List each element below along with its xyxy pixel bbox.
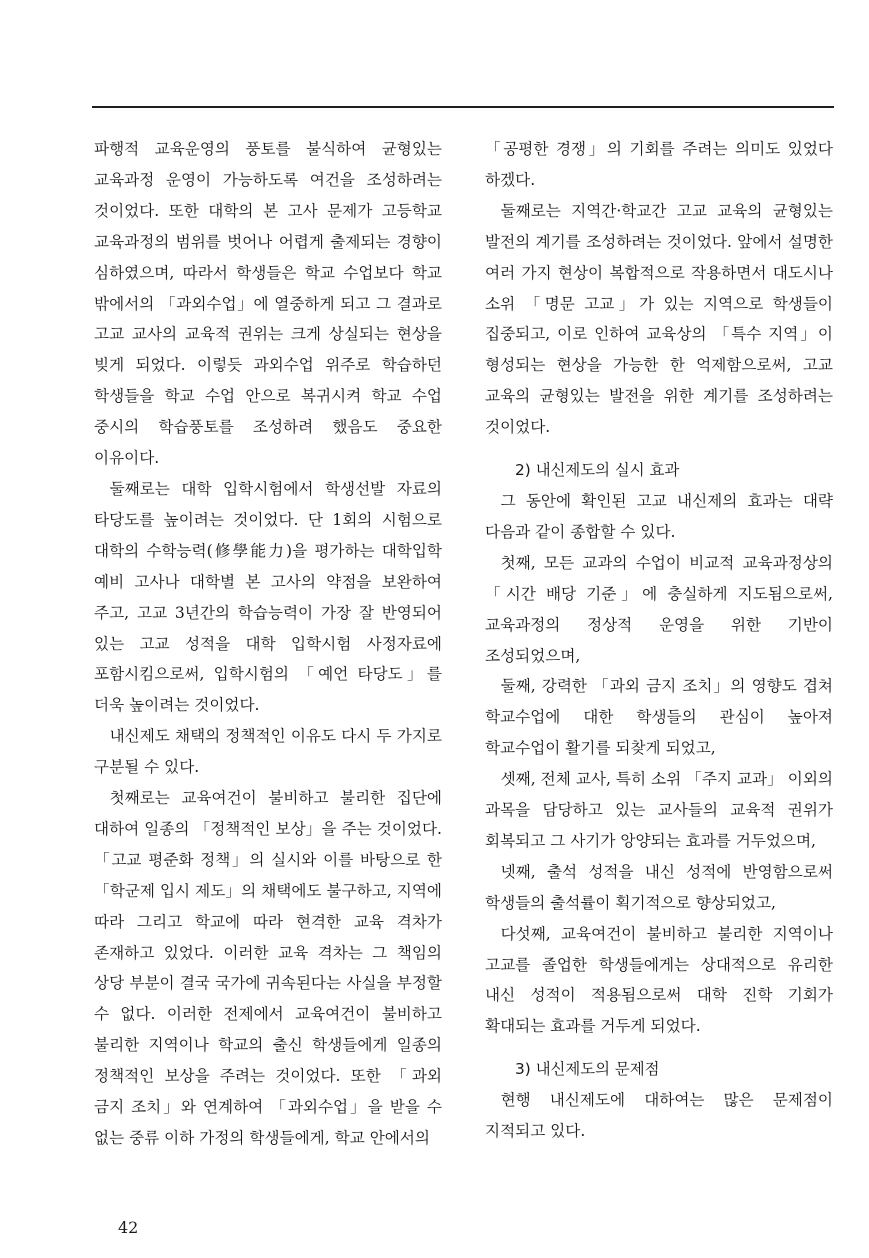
paragraph-text: 파행적 교육운영의 풍토를 불식하여 균형있는 교육과정 운영이 가능하도록 여건을 조성하려는 것이었다. 또한 대학의 본 고사 문제가 고등학교 교육과정의 범위를 벗어나 어렵게 출제되는 경향이 심하였으며, 따라서 학생들은 학교 수업보다 학교 밖에서의 「과외수업」에 열중하게 되고 그 결과로 고교 교사의 교육적 권위는 크게 상실되는 현상을 빚게 되었다. 이렇듯 과외수업 위주로 학습하던 학생들을 학교 수업 안으로 복귀시켜 학교 수업 중시의 학습풍토를 조성하려 했음도 중요한 이유이다. [94,140,442,468]
right-column [485,134,833,1147]
paragraph-text: 둘째로는 대학 입학시험에서 학생선발 자료의 타당도를 높이려는 것이었다. 단 1회의 시험으로 대학의 수학능력(修學能力)을 평가하는 대학입학 예비 고사나 대학별 본 고사의 약점을 보완하여 주고, 고교 3년간의 학습능력이 가장 잘 반영되어 있는 고교 성적을 대학 입학시험 사정자료에 포함시킴으로써, 입학시험의 「예언 타당도」를 더욱 높이려는 것이었다. [94,479,442,715]
paragraph-text: 둘째, 강력한 「과외 금지 조치」의 영향도 겹쳐 학교수업에 대한 학생들의 관심이 높아져 학교수업이 활기를 되찾게 되었고, [485,677,833,758]
section-heading: 3) 내신제도의 문제점 [515,1060,660,1079]
paragraph-text: 「공평한 경쟁」의 기회를 주려는 의미도 있었다 하겠다. [485,140,833,189]
section-heading: 2) 내신제도의 실시 효과 [515,461,680,480]
paragraph-text: 첫째로는 교육여건이 불비하고 불리한 집단에 대하여 일종의 「정책적인 보상」을 주는 것이었다. 「고교 평준화 정책」의 실시와 이를 바탕으로 한 「학군제 입시 제도」의 채택에도 불구하고, 지역에 따라 그리고 학교에 따라 현격한 교육 격차가 존재하고 있었다. 이러한 교육 격차는 그 책임의 상당 부분이 결국 국가에 귀속된다는 사실을 부정할 수 없다. 이러한 전제에서 교육여건이 불비하고 불리한 지역이나 학교의 출신 학생들에게 일종의 정책적인 보상을 주려는 것이었다. 또한 「과외 금지 조치」와 연계하여 「과외수업」을 받을 수 없는 중류 이하 가정의 학생들에게, 학교 안에서의 [94,789,442,1147]
header-rule [92,106,834,108]
paragraph-text: 첫째, 모든 교과의 수업이 비교적 교육과정상의 「시간 배당 기준」에 충실하게 지도됨으로써, 교육과정의 정상적 운영을 위한 기반이 조성되었으며, [485,553,833,665]
page-number: 42 [118,1218,139,1237]
paragraph-text: 내신제도 채택의 정책적인 이유도 다시 두 가지로 구분될 수 있다. [94,727,442,777]
paragraph-text: 넷째, 출석 성적을 내신 성적에 반영함으로써 학생들의 출석률이 획기적으로 향상되었고, [485,862,833,912]
paragraph-text: 현행 내신제도에 대하여는 많은 문제점이 지적되고 있다. [485,1091,833,1141]
paragraph-text: 다섯째, 교육여건이 불비하고 불리한 지역이나 고교를 졸업한 학생들에게는 상대적으로 유리한 내신 성적이 적용됨으로써 대학 진학 기회가 확대되는 효과를 거두게 되었다. [485,924,833,1036]
left-column [94,134,442,1154]
paragraph-text: 둘째로는 지역간·학교간 고교 교육의 균형있는 발전의 계기를 조성하려는 것이었다. 앞에서 설명한 여러 가지 현상이 복합적으로 작용하면서 대도시나 소위 「명문 고교」가 있는 지역으로 학생들이 집중되고, 이로 인하여 교육상의 「특수 지역」이 형성되는 현상을 가능한 한 억제함으로써, 고교 교육의 균형있는 발전을 위한 계기를 조성하려는 것이었다. [485,201,833,437]
paragraph-text: 셋째, 전체 교사, 특히 소위 「주지 교과」 이외의 과목을 담당하고 있는 교사들의 교육적 권위가 회복되고 그 사기가 앙양되는 효과를 거두었으며, [485,770,833,850]
paragraph-text: 그 동안에 확인된 고교 내신제의 효과는 대략 다음과 같이 종합할 수 있다. [485,491,833,541]
